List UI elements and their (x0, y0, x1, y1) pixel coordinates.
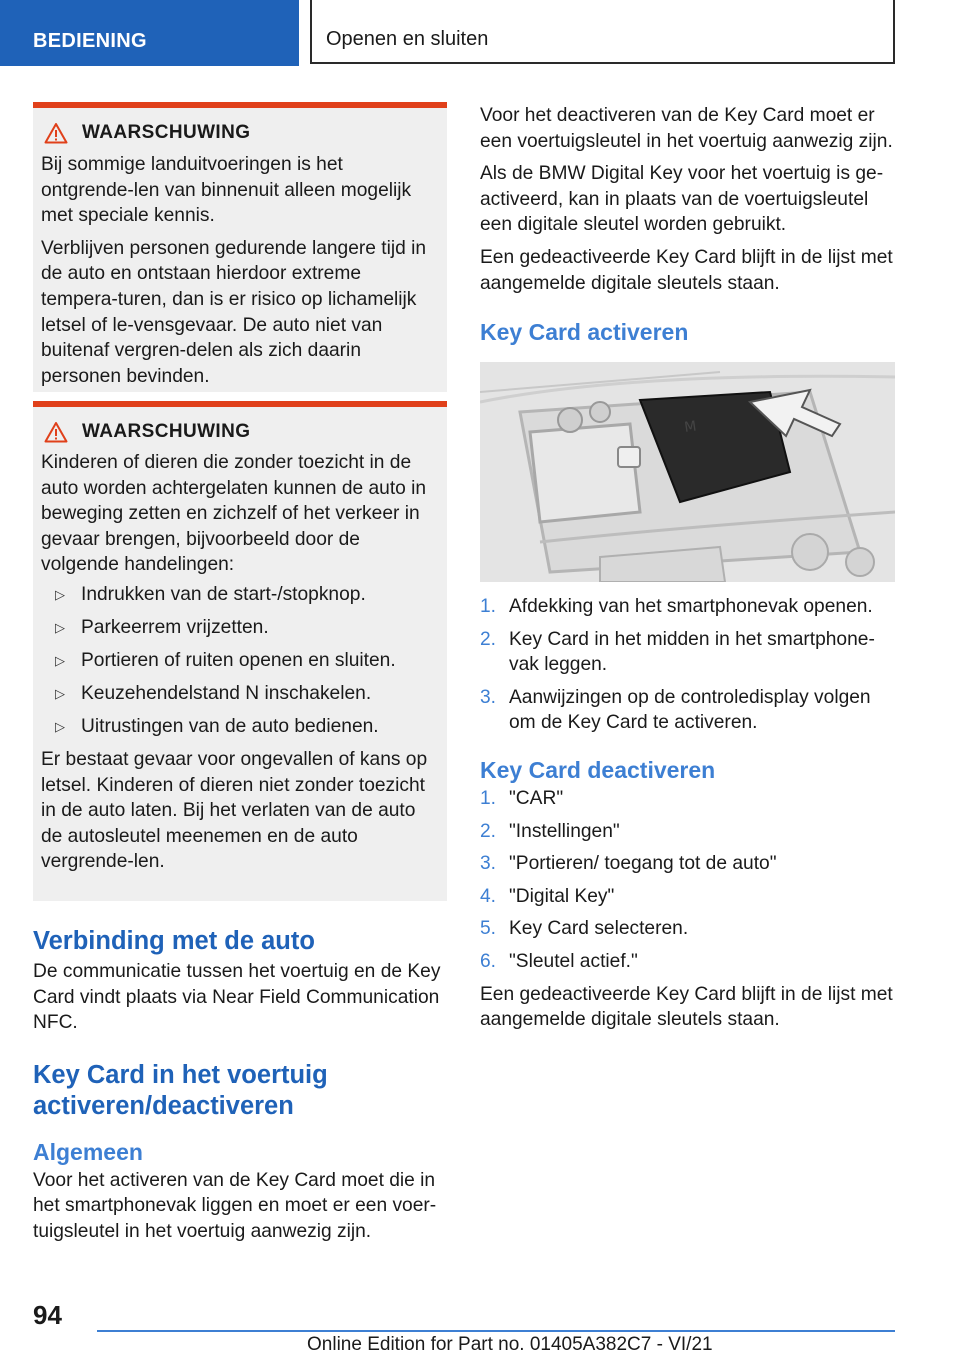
warning-triangle-icon (44, 421, 68, 443)
triangle-bullet-icon: ▷ (55, 685, 65, 701)
warning-heading (41, 417, 439, 447)
list-item: ▷ Keuzehendelstand N inschakelen. (41, 681, 439, 707)
list-item: ▷ Uitrustingen van de auto bedienen. (41, 714, 439, 740)
right-column-intro (480, 103, 895, 346)
list-item: ▷ Portieren of ruiten openen en sluiten. (41, 648, 439, 674)
page-title: Openen en sluiten (326, 28, 489, 50)
connection-text: De communicatie tussen het voertuig en de Key Card vindt plaats via Near Field Communication NFC. (33, 961, 441, 1034)
list-item: 3. "Portieren/ toegang tot de auto" (480, 853, 777, 875)
page-number: 94 (33, 1300, 62, 1330)
list-item: 3. Aanwijzingen op de controledisplay volgen om de Key Card te activeren. (480, 686, 871, 734)
left-column-body (33, 926, 447, 1245)
warning-heading (41, 118, 439, 148)
footer-divider (97, 1330, 895, 1332)
section-tab: BEDIENING (0, 0, 299, 66)
intro-text: Als de BMW Digital Key voor het voertuig is ge‐activeerd, kan in plaats van de voertuigsleutel een digitale sleutel worden gebruikt. (480, 163, 884, 236)
deactivate-note: Een gedeactiveerde Key Card blijft in de lijst met aangemelde digitale sleutels staan. (480, 983, 893, 1031)
list-item: 2. Key Card in het midden in het smartphone‐vak leggen. (480, 628, 875, 676)
activate-steps (480, 594, 895, 1033)
list-item: ▷ Indrukken van de start-/stopknop. (41, 582, 439, 608)
warning-outro: Er bestaat gevaar voor ongevallen of kans op letsel. Kinderen of dieren niet zonder toezicht in de auto laten. Bij het verlaten van de auto de autosleutel meenemen en de auto vergrende‐len. (41, 748, 428, 873)
warning-box-2 (33, 401, 447, 901)
svg-text:M: M (683, 418, 698, 436)
list-item: 2. "Instellingen" (480, 820, 620, 842)
section-heading-activate: Key Card in het voertuig activeren/deactiveren (33, 1060, 328, 1120)
general-text: Voor het activeren van de Key Card moet die in het smartphonevak liggen en moet er een voer‐tuigsleutel in het voertuig aanwezig zijn. (33, 1169, 437, 1242)
triangle-bullet-icon: ▷ (55, 586, 65, 602)
warning-title: WAARSCHUWING (82, 122, 251, 143)
warning-text: Bij sommige landuitvoeringen is het ontgrende‐len van binnenuit alleen mogelijk met speciale kennis. (41, 154, 412, 227)
section-heading-connection: Verbinding met de auto (33, 927, 315, 955)
list-item: 1. "CAR" (480, 787, 564, 809)
list-item: 4. "Digital Key" (480, 885, 615, 907)
list-item: 6. "Sleutel actief." (480, 950, 638, 972)
list-item: ▷ Parkeerrem vrijzetten. (41, 615, 439, 641)
triangle-bullet-icon: ▷ (55, 718, 65, 734)
warning-triangle-icon (44, 122, 68, 144)
warning-text: Verblijven personen gedurende langere tijd in de auto en ontstaan hierdoor extreme tempera‐turen, dan is er risico op lichamelijk letsel of le‐vensgevaar. De auto niet van buitenaf vergren‐delen als zich daarin personen bevinden. (41, 237, 427, 387)
list-item: 1. Afdekking van het smartphonevak openen. (480, 596, 873, 617)
list-item: 5. Key Card selecteren. (480, 918, 689, 940)
sub-heading-key-card-activate: Key Card activeren (480, 319, 689, 346)
warning-box-1 (33, 102, 447, 392)
footer-edition: Online Edition for Part no. 01405A382C7 - VI/21 (307, 1334, 713, 1355)
triangle-bullet-icon: ▷ (55, 619, 65, 635)
deactivate-step-list (480, 786, 895, 975)
intro-text: Voor het deactiveren van de Key Card moet er een voertuigsleutel in het voertuig aanwezig zijn. (480, 105, 893, 152)
warning-intro: Kinderen of dieren die zonder toezicht in de auto worden achtergelaten kunnen de auto in beweging zetten en zichzelf of het verkeer in gevaar brengen, bijvoorbeeld door de volgende handelingen: (41, 452, 427, 576)
smartphone-tray-illustration (480, 362, 895, 582)
activate-step-list (480, 594, 895, 736)
sub-heading-key-card-deactivate: Key Card deactiveren (480, 756, 716, 783)
sub-heading-general: Algemeen (33, 1138, 143, 1165)
warning-bullet-list (41, 582, 439, 740)
intro-text: Een gedeactiveerde Key Card blijft in de lijst met aangemelde digitale sleutels staan. (480, 246, 893, 294)
triangle-bullet-icon: ▷ (55, 652, 65, 668)
warning-title: WAARSCHUWING (82, 421, 251, 442)
